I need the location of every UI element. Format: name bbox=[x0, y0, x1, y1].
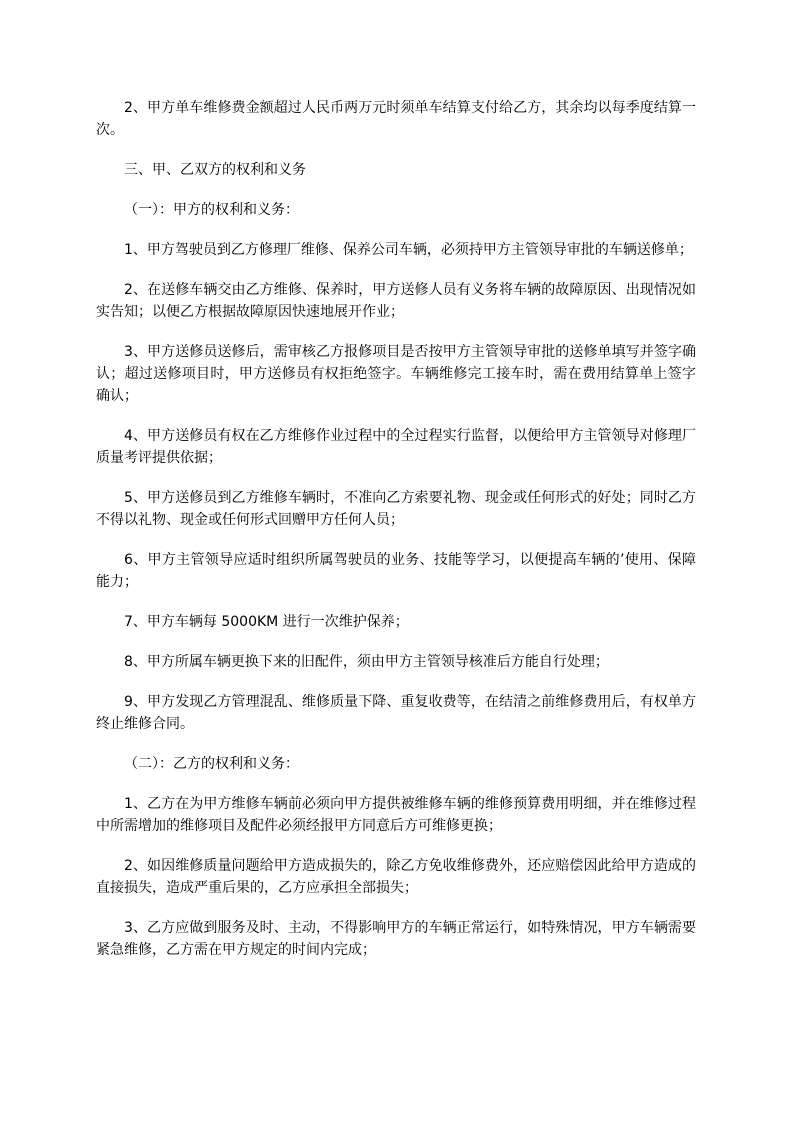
subsection-heading-party-a: （一）：甲方的权利和义务： bbox=[124, 202, 299, 218]
party-a-clause-1: 1、甲方驾驶员到乙方修理厂维修、保养公司车辆，必须持甲方主管领导审批的车辆送修单； bbox=[124, 242, 693, 258]
party-a-clause-6: 6、甲方主管领导应适时组织所属驾驶员的业务、技能等学习，以便提高车辆的’使用、保障能力； bbox=[96, 552, 696, 590]
party-a-clause-2: 2、在送修车辆交由乙方维修、保养时，甲方送修人员有义务将车辆的故障原因、出现情况如实告知；以便乙方根据故障原因快速地展开作业； bbox=[96, 282, 696, 320]
section-heading-rights-obligations: 三、甲、乙双方的权利和义务 bbox=[124, 162, 306, 178]
party-a-clause-3: 3、甲方送修员送修后，需审核乙方报修项目是否按甲方主管领导审批的送修单填写并签字确认；超过送修项目时，甲方送修员有权拒绝签字。车辆维修完工接车时，需在费用结算单上签字确认； bbox=[96, 344, 696, 404]
party-b-clause-3: 3、乙方应做到服务及时、主动，不得影响甲方的车辆正常运行，如特殊情况，甲方车辆需要紧急维修，乙方需在甲方规定的时间内完成； bbox=[96, 920, 696, 958]
party-a-clause-5: 5、甲方送修员到乙方维修车辆时，不准向乙方索要礼物、现金或任何形式的好处；同时乙方不得以礼物、现金或任何形式回赠甲方任何人员； bbox=[96, 490, 696, 528]
party-a-clause-7: 7、甲方车辆每 5000KM 进行一次维护保养； bbox=[124, 614, 409, 630]
party-a-clause-4: 4、甲方送修员有权在乙方维修作业过程中的全过程实行监督，以便给甲方主管领导对修理厂质量考评提供依据； bbox=[96, 428, 696, 466]
party-b-clause-1: 1、乙方在为甲方维修车辆前必须向甲方提供被维修车辆的维修预算费用明细，并在维修过程中所需增加的维修项目及配件必须经报甲方同意后方可维修更换； bbox=[96, 796, 696, 834]
party-a-clause-8: 8、甲方所属车辆更换下来的旧配件，须由甲方主管领导核准后方能自行处理； bbox=[124, 654, 609, 670]
document-body bbox=[96, 97, 696, 979]
subsection-heading-party-b: （二）：乙方的权利和义务： bbox=[124, 756, 299, 772]
paragraph-payment-settlement: 2、甲方单车维修费金额超过人民币两万元时须单车结算支付给乙方，其余均以每季度结算一次。 bbox=[96, 100, 696, 138]
party-a-clause-9: 9、甲方发现乙方管理混乱、维修质量下降、重复收费等，在结清之前维修费用后，有权单方终止维修合同。 bbox=[96, 694, 696, 732]
party-b-clause-2: 2、如因维修质量问题给甲方造成损失的，除乙方免收维修费外，还应赔偿因此给甲方造成的直接损失，造成严重后果的，乙方应承担全部损失； bbox=[96, 858, 696, 896]
